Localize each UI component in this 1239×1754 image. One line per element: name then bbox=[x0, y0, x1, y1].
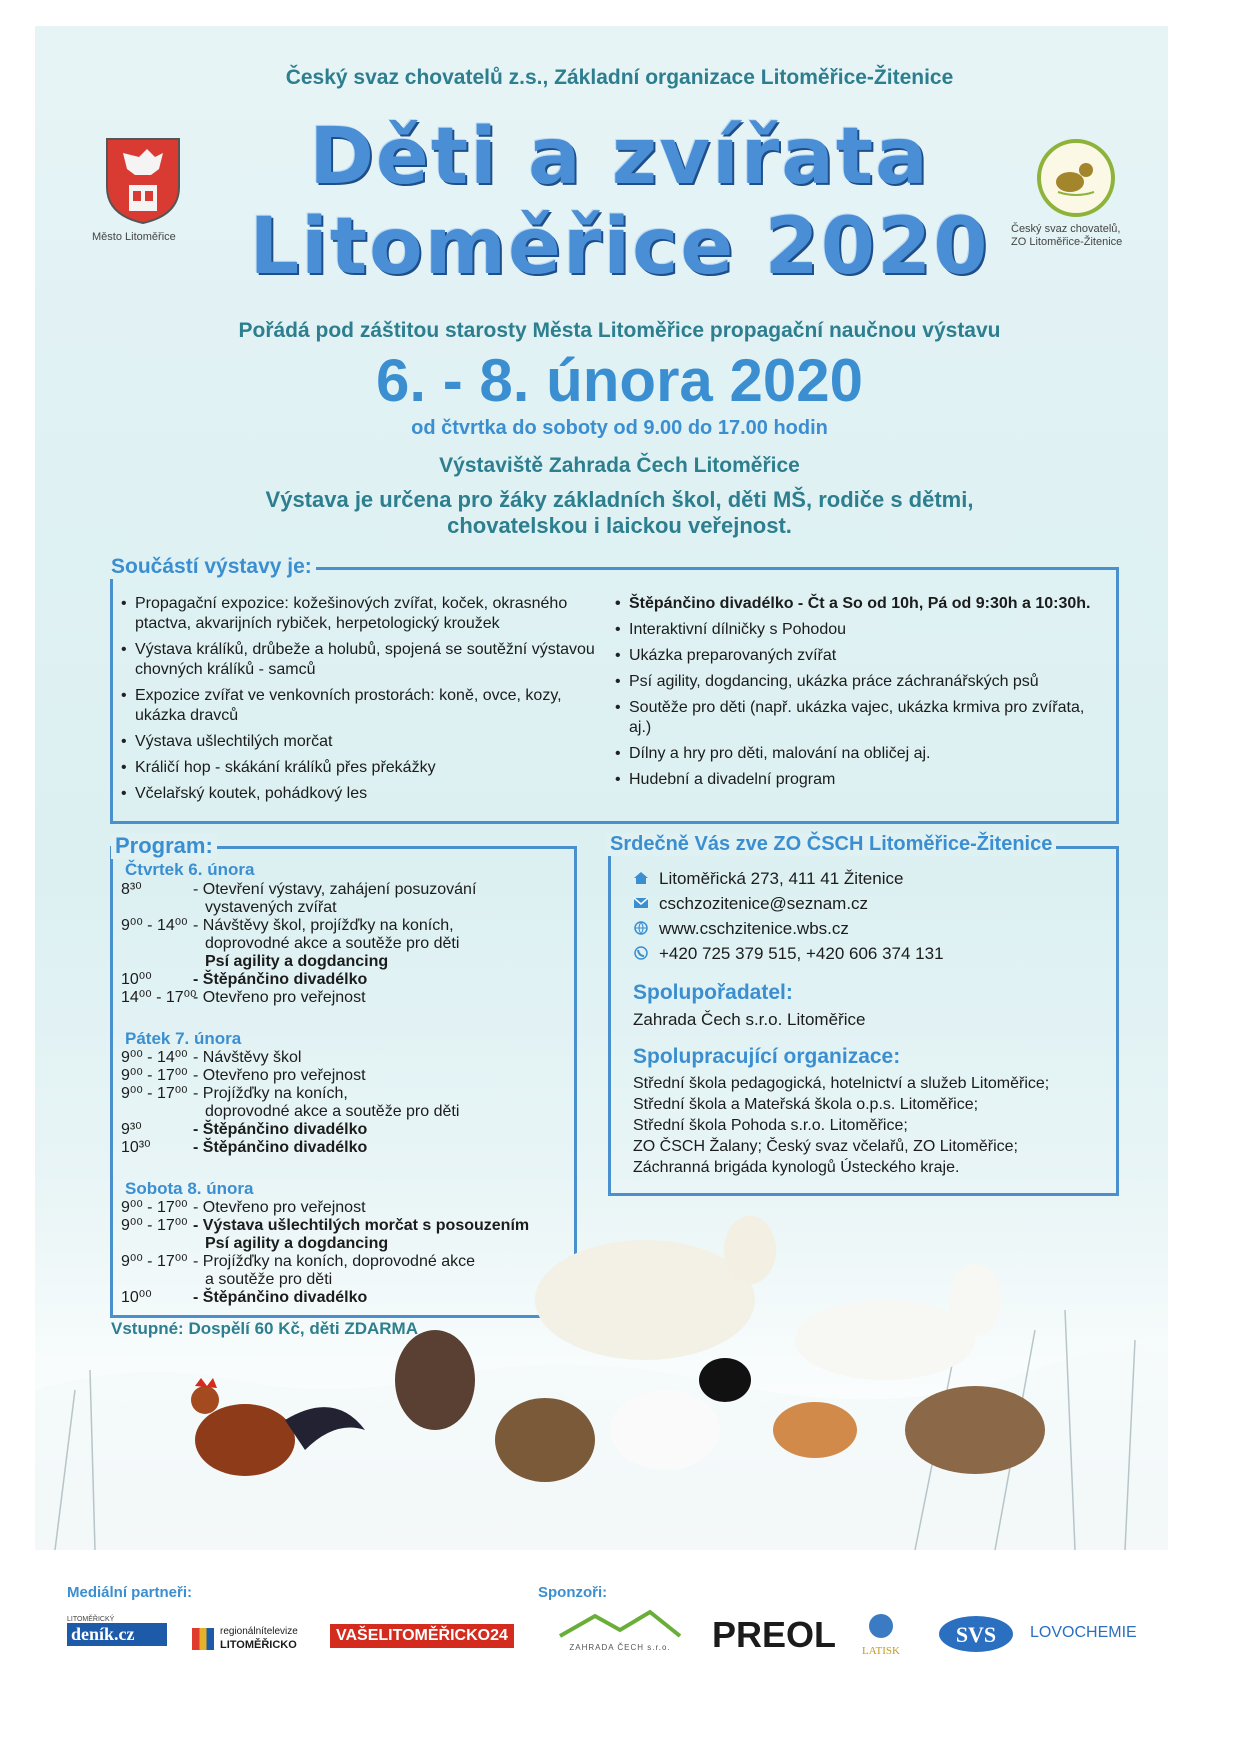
denik-logo bbox=[67, 1616, 167, 1656]
program-time: 10⁰⁰ bbox=[121, 1289, 152, 1306]
club-logo-caption-1: Český svaz chovatelů, bbox=[1011, 223, 1121, 235]
contact-phone[interactable] bbox=[633, 944, 944, 964]
list-item: • Výstava ušlechtilých morčat bbox=[121, 732, 603, 752]
parts-list-right bbox=[615, 594, 1105, 796]
list-item: • Psí agility, dogdancing, ukázka práce záchranářských psů bbox=[615, 672, 1105, 692]
program-activity: Psí agility a dogdancing bbox=[205, 1235, 389, 1252]
program-activity: - Návštěvy škol, projížďky na koních, bbox=[193, 917, 454, 934]
list-item: • Výstava králíků, drůbeže a holubů, spojená se soutěžní výstavou chovných králíků - samců bbox=[121, 640, 603, 680]
globe-icon bbox=[633, 920, 649, 934]
title-line-2: Litoměřice 2020 bbox=[249, 202, 990, 292]
audience bbox=[200, 487, 1039, 539]
program-time: 9⁰⁰ - 14⁰⁰ bbox=[121, 1049, 188, 1066]
phone-text: +420 725 379 515, +420 606 374 131 bbox=[659, 944, 944, 963]
exhibition-parts-box bbox=[110, 555, 1119, 824]
club-logo-caption-2: ZO Litoměřice-Žitenice bbox=[1011, 236, 1123, 248]
lovochemie-logo: LOVOCHEMIE bbox=[1030, 1624, 1137, 1641]
venue: Výstaviště Zahrada Čech Litoměřice bbox=[439, 454, 800, 477]
list-item: • Soutěže pro děti (např. ukázka vajec, ukázka krmiva pro zvířata, aj.) bbox=[615, 698, 1105, 738]
partners-title: Spolupracující organizace: bbox=[633, 1045, 901, 1068]
animals-illustration bbox=[35, 1190, 1168, 1550]
latisk-icon bbox=[866, 1612, 896, 1640]
contact-web[interactable] bbox=[633, 919, 849, 939]
program-title: Program: bbox=[111, 833, 217, 859]
program-activity: - Otevřeno pro veřejnost bbox=[193, 1067, 366, 1084]
mail-icon bbox=[633, 895, 649, 909]
exhibition-parts-title: Součástí výstavy je: bbox=[107, 555, 316, 579]
admission-price: Vstupné: Dospělí 60 Kč, děti ZDARMA bbox=[111, 1319, 418, 1338]
organizer-line: Český svaz chovatelů z.s., Základní organizace Litoměřice-Žitenice bbox=[285, 66, 954, 89]
event-dates: 6. - 8. února 2020 bbox=[376, 347, 863, 414]
invite-title: Srdečně Vás zve ZO ČSCH Litoměřice-Žitenice bbox=[606, 833, 1056, 856]
saturday-heading: Sobota 8. února bbox=[125, 1179, 254, 1198]
partner-item: Střední škola a Mateřská škola o.p.s. Litoměřice; bbox=[633, 1096, 979, 1113]
list-item: • Králičí hop - skákání králíků přes překážky bbox=[121, 758, 603, 778]
title-line-1: Děti a zvířata bbox=[309, 112, 930, 202]
program-time: 9³⁰ bbox=[121, 1121, 142, 1138]
rt-text-1: regionálnítelevize bbox=[220, 1626, 298, 1637]
program-time: 10⁰⁰ bbox=[121, 971, 152, 988]
program-activity: - Návštěvy škol bbox=[193, 1049, 302, 1066]
partner-item: Střední škola pedagogická, hotelnictví a služeb Litoměřice; bbox=[633, 1075, 1050, 1092]
home-icon bbox=[633, 870, 649, 884]
email-text: cschzozitenice@seznam.cz bbox=[659, 894, 869, 913]
preol-logo: PREOL bbox=[712, 1614, 837, 1655]
zahrada-cech-logo bbox=[555, 1608, 685, 1658]
latisk-text: LATISK bbox=[862, 1645, 900, 1657]
sponsors-title: Sponzoři: bbox=[538, 1584, 608, 1601]
svs-logo bbox=[937, 1614, 1015, 1654]
invite-box bbox=[608, 833, 1119, 1196]
contact-address bbox=[633, 869, 903, 889]
zahrada-text: ZAHRADA ČECH s.r.o. bbox=[569, 1643, 671, 1652]
program-activity: vystavených zvířat bbox=[205, 899, 337, 916]
list-item: • Interaktivní dílničky s Pohodou bbox=[615, 620, 1105, 640]
program-activity: - Štěpánčino divadélko bbox=[193, 1289, 368, 1306]
coorganizer-text: Zahrada Čech s.r.o. Litoměřice bbox=[633, 1010, 866, 1029]
phone-icon bbox=[633, 945, 649, 959]
program-time: 14⁰⁰ - 17⁰⁰ bbox=[121, 989, 197, 1006]
list-item: • Včelařský koutek, pohádkový les bbox=[121, 784, 603, 804]
audience-line-1: Výstava je určena pro žáky základních škol, děti MŠ, rodiče s dětmi, bbox=[265, 487, 974, 512]
program-activity: - Štěpánčino divadélko bbox=[193, 1121, 368, 1138]
list-item: • Hudební a divadelní program bbox=[615, 770, 1105, 790]
program-time: 10³⁰ bbox=[121, 1139, 151, 1156]
program-activity: - Otevření výstavy, zahájení posuzování bbox=[193, 881, 477, 898]
program-activity: - Výstava ušlechtilých morčat s posouzením bbox=[193, 1217, 530, 1234]
program-time: 9⁰⁰ - 14⁰⁰ bbox=[121, 917, 188, 934]
denik-text: deník.cz bbox=[67, 1623, 167, 1646]
list-item: • Propagační expozice: kožešinových zvířat, koček, okrasného ptactva, akvarijních rybiček, herpetologický kroužek bbox=[121, 594, 603, 634]
friday-heading: Pátek 7. února bbox=[125, 1029, 242, 1048]
program-time: 9⁰⁰ - 17⁰⁰ bbox=[121, 1217, 188, 1234]
program-activity: a soutěže pro děti bbox=[205, 1271, 333, 1288]
program-time: 9⁰⁰ - 17⁰⁰ bbox=[121, 1253, 188, 1270]
opening-hours: od čtvrtka do soboty od 9.00 do 17.00 hodin bbox=[411, 417, 828, 439]
address-text: Litoměřická 273, 411 41 Žitenice bbox=[659, 869, 904, 888]
list-item: • Ukázka preparovaných zvířat bbox=[615, 646, 1105, 666]
mountains-icon bbox=[555, 1608, 685, 1638]
list-item: • Expozice zvířat ve venkovních prostorách: koně, ovce, kozy, ukázka dravců bbox=[121, 686, 603, 726]
contact-email[interactable] bbox=[633, 894, 868, 914]
svs-text: SVS bbox=[955, 1622, 997, 1647]
program-time: 9⁰⁰ - 17⁰⁰ bbox=[121, 1085, 188, 1102]
patronage-line: Pořádá pod záštitou starosty Města Litoměřice propagační naučnou výstavu bbox=[238, 319, 1001, 342]
partner-item: ZO ČSCH Žalany; Český svaz včelařů, ZO Litoměřice; bbox=[633, 1138, 1018, 1155]
vase-litomericko-logo: VAŠELITOMĚŘICKO24 bbox=[330, 1624, 514, 1648]
denik-small-text: LITOMĚŘICKÝ bbox=[67, 1616, 115, 1623]
program-activity: doprovodné akce a soutěže pro děti bbox=[205, 935, 460, 952]
program-activity: - Otevřeno pro veřejnost bbox=[193, 989, 366, 1006]
parts-list-left bbox=[121, 594, 603, 810]
rt-text-2: LITOMĚŘICKO bbox=[220, 1639, 297, 1651]
program-activity: - Otevřeno pro veřejnost bbox=[193, 1199, 366, 1216]
program-activity: - Projížďky na koních, bbox=[193, 1085, 348, 1102]
program-time: 9⁰⁰ - 17⁰⁰ bbox=[121, 1199, 188, 1216]
program-activity: - Projížďky na koních, doprovodné akce bbox=[193, 1253, 475, 1270]
rt-icon bbox=[192, 1628, 214, 1650]
web-text: www.cschzitenice.wbs.cz bbox=[659, 919, 849, 938]
list-item: • Dílny a hry pro děti, malování na obličej aj. bbox=[615, 744, 1105, 764]
thursday-heading: Čtvrtek 6. února bbox=[125, 860, 255, 879]
audience-line-2: chovatelskou i laickou veřejnost. bbox=[447, 513, 792, 538]
program-activity: - Štěpánčino divadélko bbox=[193, 1139, 368, 1156]
latisk-logo bbox=[856, 1612, 906, 1662]
program-time: 9⁰⁰ - 17⁰⁰ bbox=[121, 1067, 188, 1084]
media-partners-title: Mediální partneři: bbox=[67, 1584, 193, 1601]
regional-tv-logo bbox=[192, 1626, 322, 1656]
coorganizer-title: Spolupořadatel: bbox=[633, 981, 793, 1004]
program-activity: - Štěpánčino divadélko bbox=[193, 971, 368, 988]
program-activity: Psí agility a dogdancing bbox=[205, 953, 389, 970]
list-item: • Štěpánčino divadélko - Čt a So od 10h, Pá od 9:30h a 10:30h. bbox=[615, 594, 1105, 614]
partner-item: Střední škola Pohoda s.r.o. Litoměřice; bbox=[633, 1117, 908, 1134]
partner-item: Záchranná brigáda kynologů Ústeckého kraje. bbox=[633, 1159, 960, 1176]
city-logo-caption: Město Litoměřice bbox=[92, 231, 176, 243]
program-time: 8³⁰ bbox=[121, 881, 142, 898]
partners-list bbox=[633, 1073, 1113, 1178]
program-activity: doprovodné akce a soutěže pro děti bbox=[205, 1103, 460, 1120]
